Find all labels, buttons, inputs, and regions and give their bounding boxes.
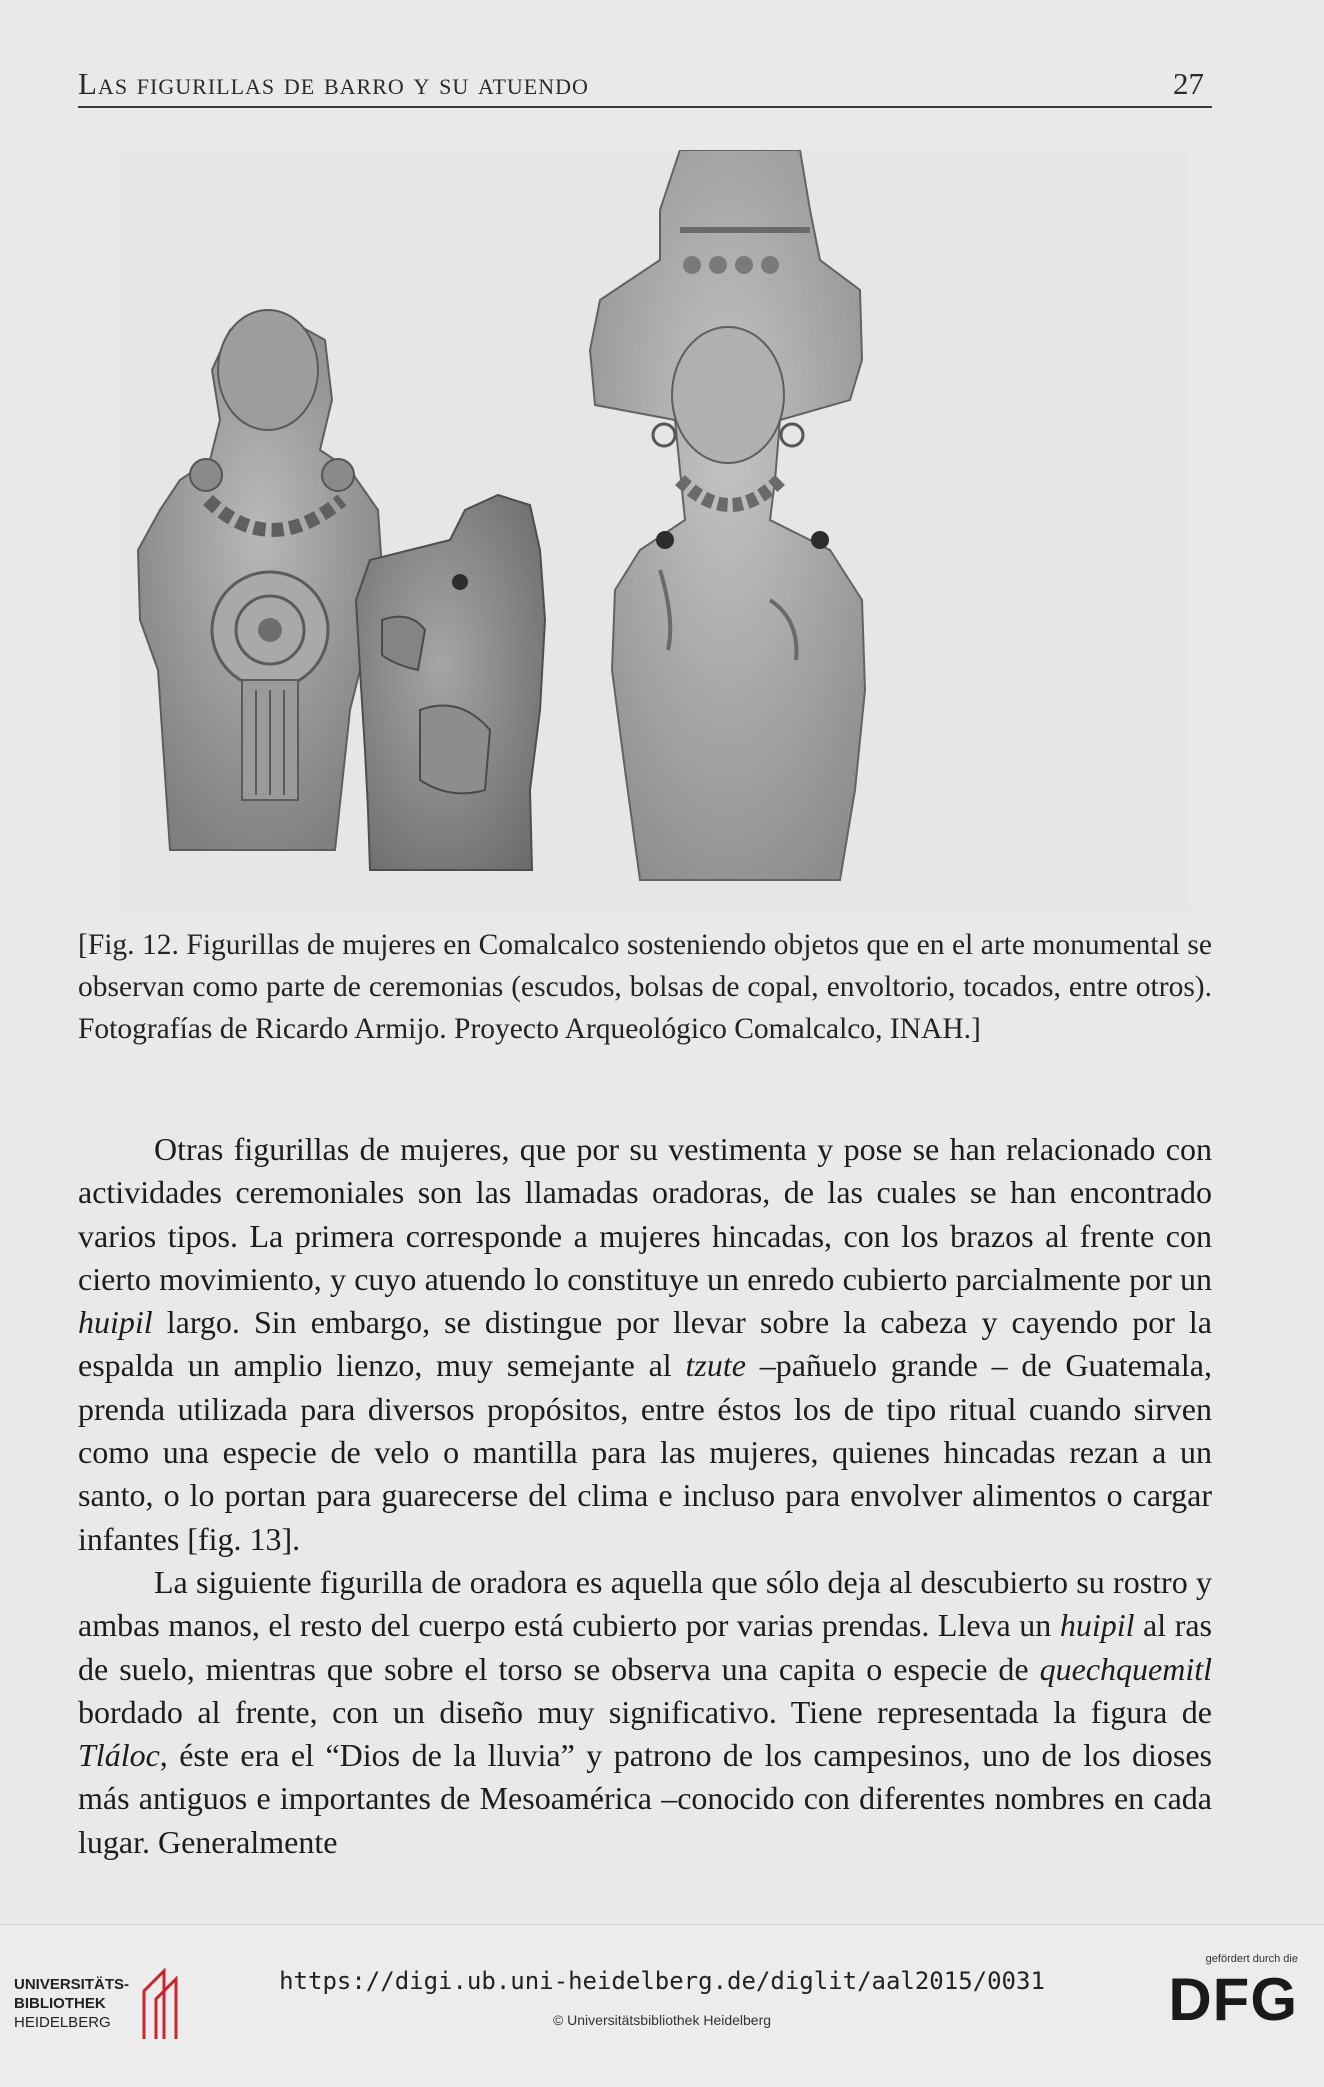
source-url-link[interactable]: https://digi.ub.uni-heidelberg.de/diglit/aal2015/0031	[279, 1967, 1045, 1995]
term-huipil: huipil	[1059, 1607, 1135, 1644]
figure-caption: [Fig. 12. Figurillas de mujeres en Comalcalco sosteniendo objetos que en el arte monumental se observan como parte de ceremonias (escudos, bolsas de copal, envoltorio, tocados, entre otros). Fotografías de Ricardo Armijo. Proyecto Arqueológico Comalcalco, INAH.]	[78, 929, 1212, 1045]
running-head	[78, 62, 1212, 108]
figure-photo	[120, 150, 1190, 910]
paragraph-1: Otras figurillas de mujeres, que por su vestimenta y pose se han relacionado con actividades ceremoniales son las llamadas oradoras, de las cuales se han encontrado varios tipos. La primera corresponde a mujeres hincadas, con los brazos al frente con cierto movimiento, y cuyo atuendo lo constituye un enredo cubierto parcialmente por un huipil largo. Sin embargo, se distingue por llevar sobre la cabeza y cayendo por la espalda un amplio lienzo, muy semejante al tzute –pañuelo grande – de Guatemala, prenda utilizada para diversos propósitos, entre éstos los de tipo ritual cuando sirven como una especie de velo o mantilla para las mujeres, quienes hincadas rezan a un santo, o lo portan para guarecerse del clima e incluso para envolver alimentos o cargar infantes [fig. 13].	[78, 1131, 1213, 1557]
university-library-logo[interactable]: UNIVERSITÄTS- BIBLIOTHEK HEIDELBERG	[14, 1961, 204, 2051]
paragraph-2: La siguiente figurilla de oradora es aquella que sólo deja al descubierto su rostro y ambas manos, el resto del cuerpo está cubierto por varias prendas. Lleva un huipil al ras de suelo, mientras que sobre el torso se observa una capita o especie de quechquemitl bordado al frente, con un diseño muy significativo. Tiene representada la figura de Tláloc, éste era el “Dios de la lluvia” y patrono de los campesinos, uno de los dioses más antiguos e importantes de Mesoamérica –conocido con diferentes nombres en cada lugar. Generalmente	[78, 1563, 1213, 1860]
body-text	[78, 1128, 1212, 1864]
footer-bar	[0, 1924, 1324, 2087]
term-quechquemitl: quechquemitl	[1039, 1650, 1212, 1687]
page-number: 27	[1173, 66, 1204, 101]
running-title: Las figurillas de barro y su atuendo	[78, 66, 589, 101]
figurines-photo-illustration	[120, 150, 1190, 910]
dfg-logo[interactable]: gefördert durch die DFG	[1168, 1953, 1298, 2033]
term-tlaloc: Tláloc	[78, 1737, 160, 1774]
copyright-notice: © Universitätsbibliothek Heidelberg	[552, 2012, 772, 2028]
term-huipil: huipil	[78, 1304, 153, 1341]
term-tzute: tzute	[685, 1347, 746, 1384]
